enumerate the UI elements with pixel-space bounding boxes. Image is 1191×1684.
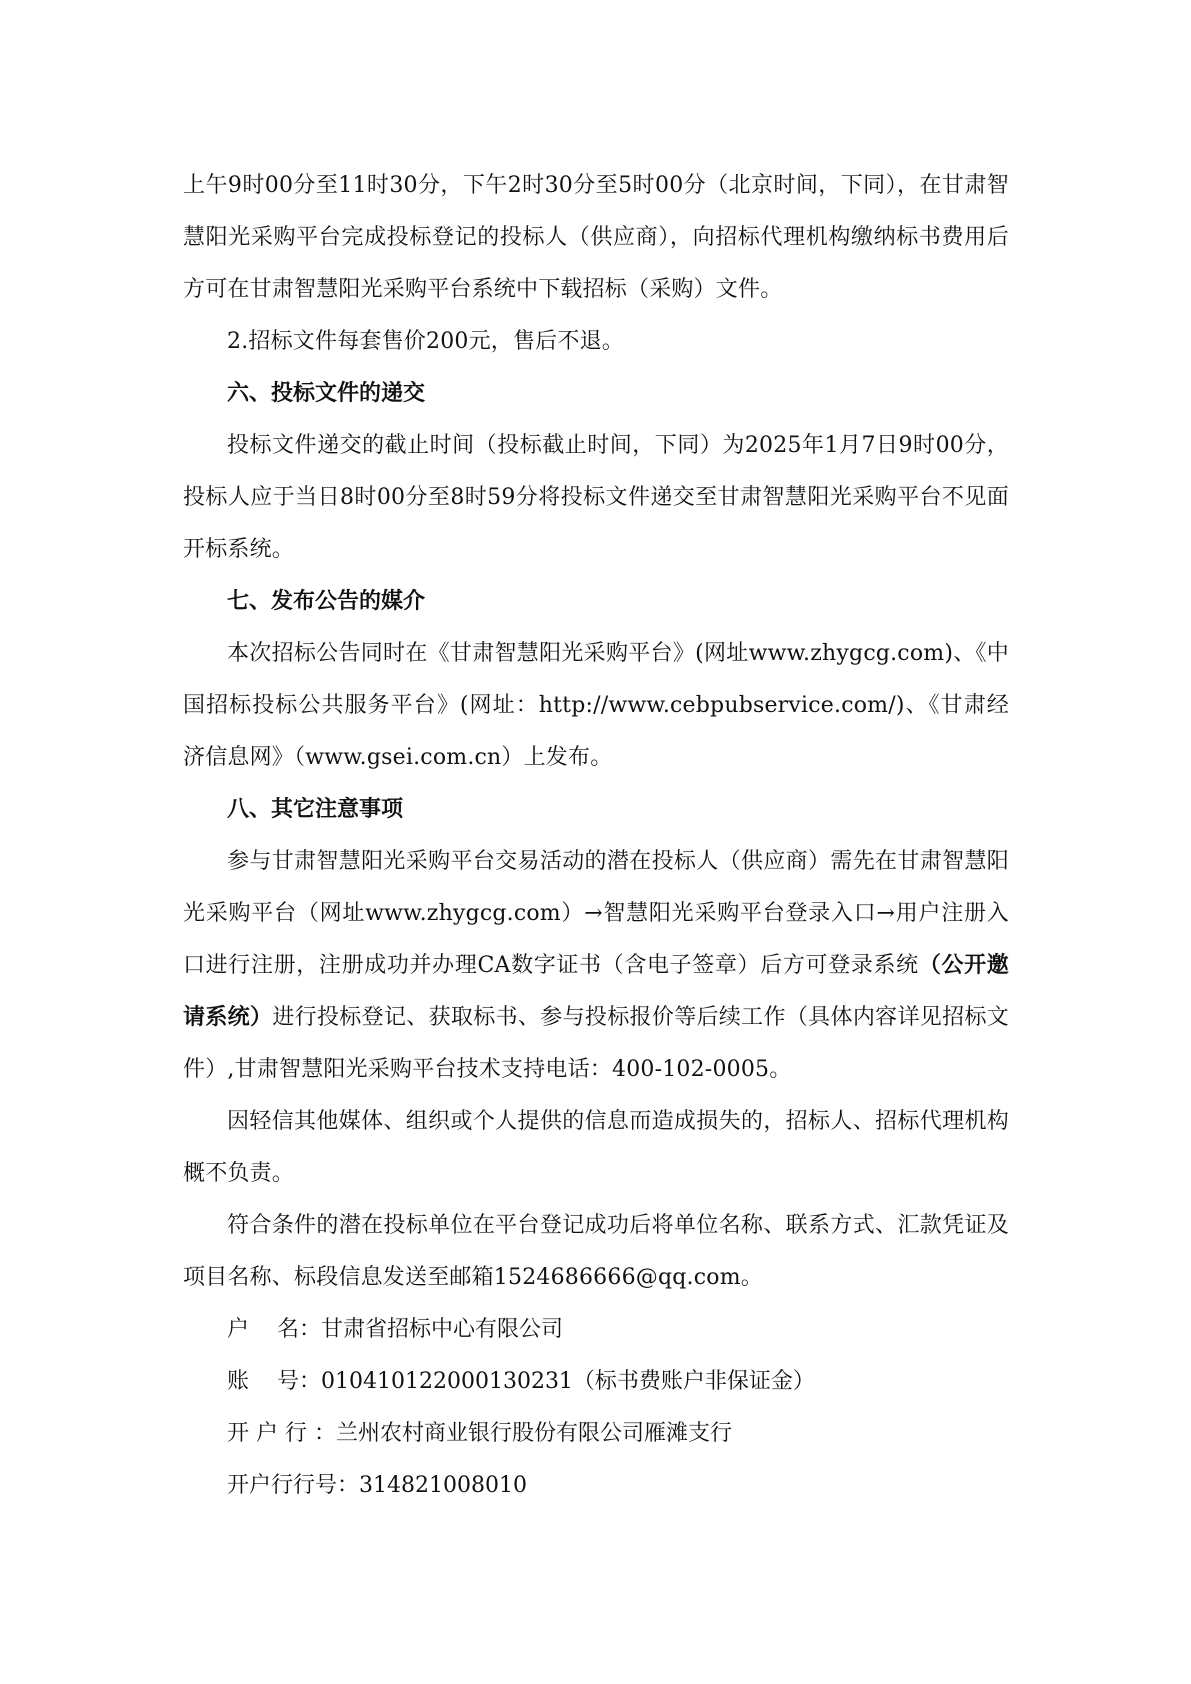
account-bank-code-label: 开户行行号： bbox=[227, 1473, 360, 1498]
paragraph-disclaimer: 因轻信其他媒体、组织或个人提供的信息而造成损失的，招标人、招标代理机构概不负责。 bbox=[183, 1109, 1009, 1186]
paragraph-registration bbox=[183, 836, 1009, 1096]
account-number-line bbox=[183, 1356, 1009, 1408]
account-number-value: 010410122000130231（标书费账户非保证金） bbox=[320, 1369, 815, 1394]
registration-text-b: 进行投标登记、获取标书、参与投标报价等后续工作（具体内容详见招标文件）,甘肃智慧阳光采购平台技术支持电话：400-102-0005。 bbox=[183, 1005, 1009, 1082]
section-heading-6: 六、投标文件的递交 bbox=[227, 381, 426, 406]
registration-text-a: 参与甘肃智慧阳光采购平台交易活动的潜在投标人（供应商）需先在甘肃智慧阳光采购平台（网址www.zhygcg.com）→智慧阳光采购平台登录入口→用户注册入口进行注册，注册成功并办理CA数字证书（含电子签章）后方可登录系统 bbox=[183, 849, 1009, 978]
paragraph-sale-time: 上午9时00分至11时30分，下午2时30分至5时00分（北京时间，下同），在甘肃智慧阳光采购平台完成投标登记的投标人（供应商），向招标代理机构缴纳标书费用后方可在甘肃智慧阳光采购平台系统中下载招标（采购）文件。 bbox=[183, 173, 1009, 302]
account-name-label: 户 名： bbox=[227, 1317, 321, 1342]
section-heading-8: 八、其它注意事项 bbox=[227, 797, 404, 822]
paragraph-email: 符合条件的潜在投标单位在平台登记成功后将单位名称、联系方式、汇款凭证及项目名称、标段信息发送至邮箱1524686666@qq.com。 bbox=[183, 1213, 1009, 1290]
account-bank-code-line bbox=[183, 1460, 1009, 1512]
account-bank-code-value: 314821008010 bbox=[359, 1473, 527, 1498]
account-name-value: 甘肃省招标中心有限公司 bbox=[320, 1317, 563, 1342]
paragraph-price: 2.招标文件每套售价200元，售后不退。 bbox=[227, 329, 624, 354]
account-bank-value: 兰州农村商业银行股份有限公司雁滩支行 bbox=[335, 1421, 732, 1446]
document-page bbox=[183, 160, 1009, 1512]
account-number-label: 账 号： bbox=[227, 1369, 321, 1394]
account-name-line bbox=[183, 1304, 1009, 1356]
account-bank-label: 开 户 行 ： bbox=[227, 1421, 336, 1446]
section-heading-7: 七、发布公告的媒介 bbox=[227, 589, 426, 614]
paragraph-submission: 投标文件递交的截止时间（投标截止时间，下同）为2025年1月7日9时00分，投标人应于当日8时00分至8时59分将投标文件递交至甘肃智慧阳光采购平台不见面开标系统。 bbox=[183, 433, 1009, 562]
account-bank-line bbox=[183, 1408, 1009, 1460]
registration-bold-text: （公开邀请系统） bbox=[183, 953, 1009, 1030]
paragraph-media: 本次招标公告同时在《甘肃智慧阳光采购平台》(网址www.zhygcg.com)、《中国招标投标公共服务平台》(网址：http://www.cebpubservice.com/)、《甘肃经济信息网》（www.gsei.com.cn）上发布。 bbox=[183, 641, 1009, 770]
